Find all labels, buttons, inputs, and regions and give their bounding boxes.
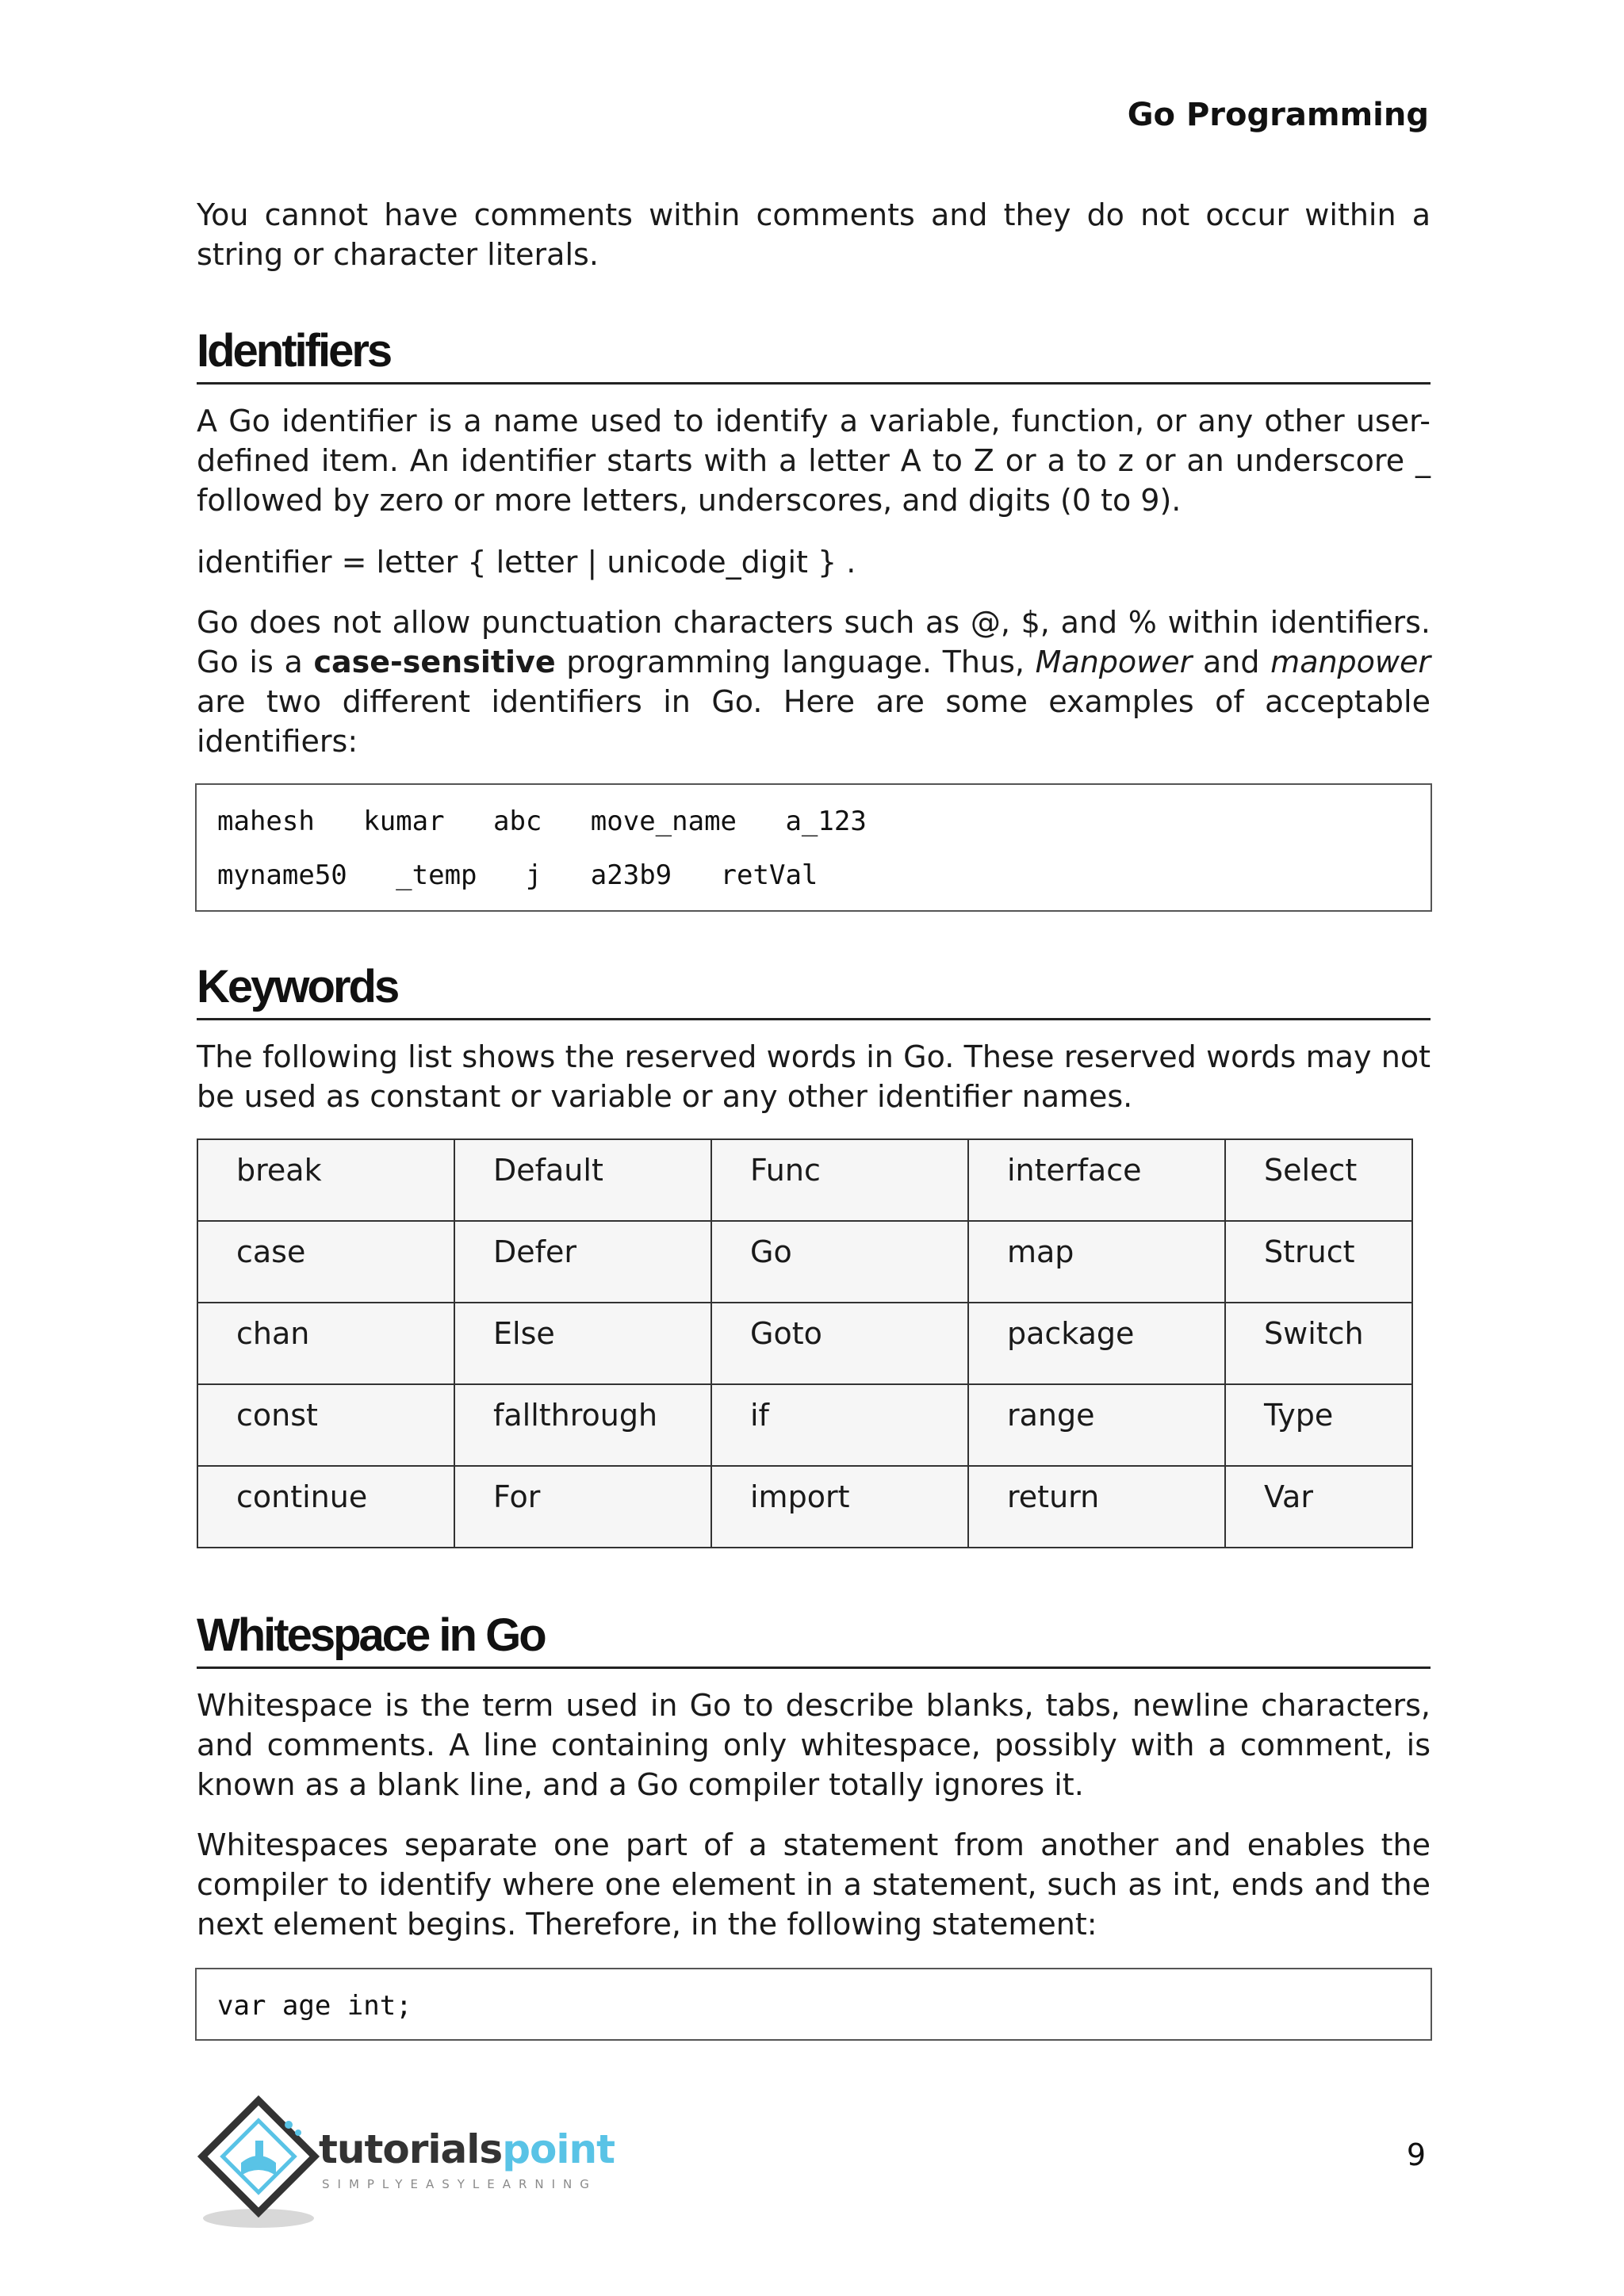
table-row bbox=[197, 1466, 1412, 1548]
code-line: var age int; bbox=[217, 1990, 412, 2022]
emphasis-manpower-upper: Manpower bbox=[1035, 645, 1193, 679]
table-cell: import bbox=[711, 1466, 968, 1548]
table-cell: continue bbox=[197, 1466, 454, 1548]
table-row bbox=[197, 1303, 1412, 1384]
intro-paragraph: You cannot have comments within comments and they do not occur within a string or character literals. bbox=[197, 197, 1431, 272]
table-row bbox=[197, 1384, 1412, 1466]
table-cell: package bbox=[968, 1303, 1225, 1384]
table-cell: case bbox=[197, 1221, 454, 1303]
table-cell: For bbox=[454, 1466, 711, 1548]
emphasis-case-sensitive: case-sensitive bbox=[313, 645, 556, 679]
identifier-examples-code-block bbox=[195, 783, 1432, 912]
keywords-heading: Keywords bbox=[197, 961, 1431, 1020]
identifiers-paragraph-1: A Go identifier is a name used to identify a variable, function, or any other user-defined item. An identifier starts with a letter A to Z or a to z or an underscore _ followed by zero or more letters, underscores, and digits (0 to 9). bbox=[197, 404, 1431, 518]
code-line: mahesh kumar abc move_name a_123 bbox=[217, 806, 867, 837]
identifier-grammar: identifier = letter { letter | unicode_digit } . bbox=[197, 545, 856, 580]
identifiers-paragraph-2: Go does not allow punctuation characters such as @, $, and % within identifiers. Go is a case-sensitive programming language. Thus, Manpower and manpower are two different identifiers in Go. Here are some examples of acceptable identifiers: bbox=[197, 605, 1431, 759]
code-line: myname50 _temp j a23b9 retVal bbox=[217, 859, 818, 891]
keywords-table bbox=[197, 1138, 1413, 1548]
table-cell: Func bbox=[711, 1139, 968, 1221]
table-cell: if bbox=[711, 1384, 968, 1466]
table-cell: Switch bbox=[1225, 1303, 1412, 1384]
whitespace-paragraph-1: Whitespace is the term used in Go to describe blanks, tabs, newline characters, and comments. A line containing only whitespace, possibly with a comment, is known as a blank line, and a Go compiler totally ignores it. bbox=[197, 1688, 1431, 1802]
table-cell: range bbox=[968, 1384, 1225, 1466]
table-cell: Select bbox=[1225, 1139, 1412, 1221]
table-cell: break bbox=[197, 1139, 454, 1221]
running-header: Go Programming bbox=[1127, 97, 1429, 133]
table-cell: Type bbox=[1225, 1384, 1412, 1466]
table-row bbox=[197, 1221, 1412, 1303]
table-cell: Else bbox=[454, 1303, 711, 1384]
identifiers-heading: Identifiers bbox=[197, 325, 1431, 385]
table-cell: Go bbox=[711, 1221, 968, 1303]
logo-tagline: SIMPLYEASYLEARNING bbox=[322, 2177, 597, 2191]
table-cell: Var bbox=[1225, 1466, 1412, 1548]
logo-wordmark bbox=[319, 2126, 615, 2172]
logo-diamond-icon bbox=[195, 2093, 338, 2236]
table-cell: Default bbox=[454, 1139, 711, 1221]
whitespace-paragraph-2: Whitespaces separate one part of a statement from another and enables the compiler to identify where one element in a statement, such as int, ends and the next element begins. Therefore, in the following statement: bbox=[197, 1827, 1431, 1942]
table-cell: return bbox=[968, 1466, 1225, 1548]
keywords-paragraph: The following list shows the reserved words in Go. These reserved words may not be used as constant or variable or any other identifier names. bbox=[197, 1039, 1431, 1114]
whitespace-heading: Whitespace in Go bbox=[197, 1609, 1431, 1669]
whitespace-code-block bbox=[195, 1968, 1432, 2041]
table-cell: chan bbox=[197, 1303, 454, 1384]
table-row bbox=[197, 1139, 1412, 1221]
table-cell: map bbox=[968, 1221, 1225, 1303]
logo-name-accent: point bbox=[502, 2126, 615, 2172]
table-cell: Goto bbox=[711, 1303, 968, 1384]
logo-name-dark: tutorials bbox=[319, 2126, 503, 2172]
page-number: 9 bbox=[1406, 2137, 1426, 2172]
table-cell: Defer bbox=[454, 1221, 711, 1303]
table-cell: fallthrough bbox=[454, 1384, 711, 1466]
table-cell: const bbox=[197, 1384, 454, 1466]
table-cell: interface bbox=[968, 1139, 1225, 1221]
emphasis-manpower-lower: manpower bbox=[1270, 645, 1431, 679]
table-cell: Struct bbox=[1225, 1221, 1412, 1303]
